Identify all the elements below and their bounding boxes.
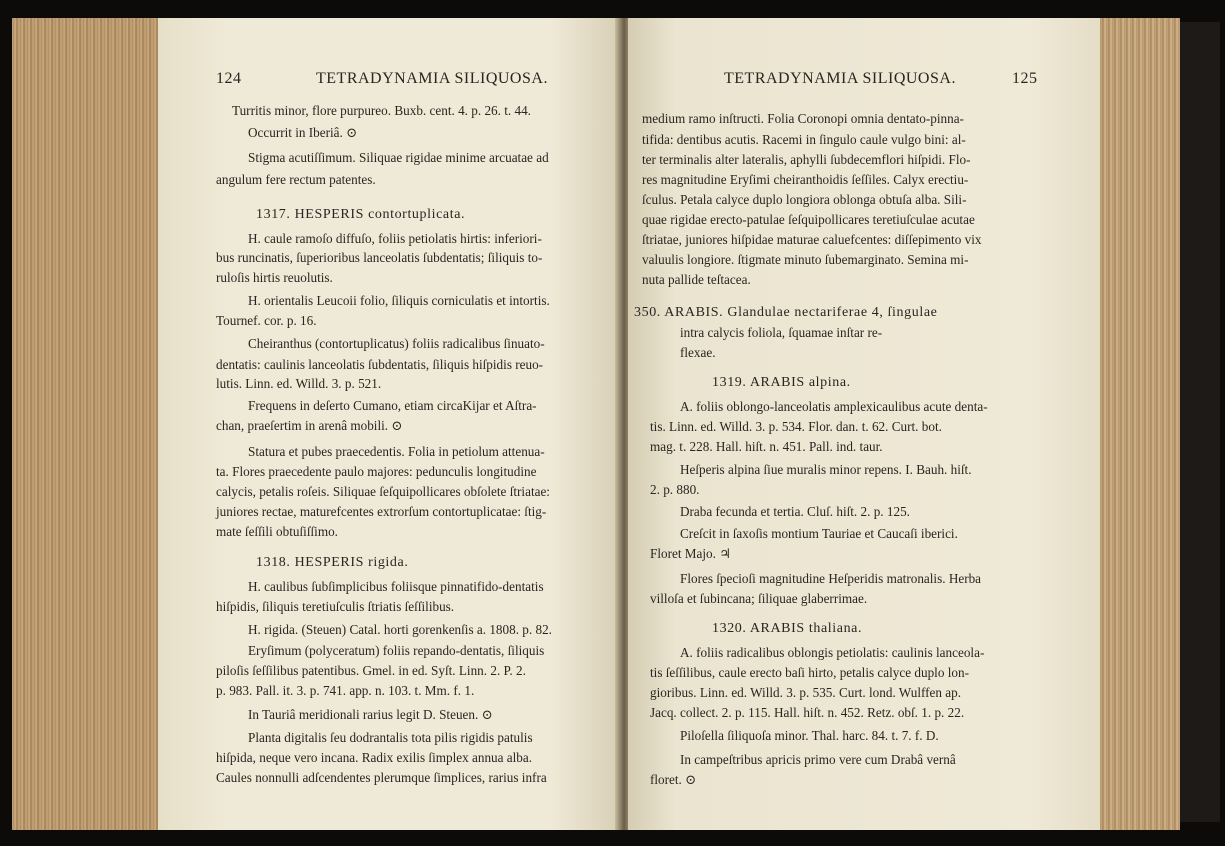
right-text-line: tis. Linn. ed. Willd. 3. p. 534. Flor. dan. t. 62. Curt. bot. — [650, 419, 942, 434]
left-text-line: Tournef. cor. p. 16. — [216, 313, 317, 328]
right-text-line: Draba fecunda et tertia. Cluſ. hiſt. 2. p. 125. — [680, 504, 910, 519]
right-text-line: quae rigidae erecto-patulae ſeſquipollicares teretiuſculae acutae — [642, 212, 975, 227]
left-text-line: Caules nonnulli adſcendentes plerumque ſimplices, rarius infra — [216, 770, 547, 785]
page-number: 125 — [1012, 70, 1038, 87]
book-cover — [1180, 22, 1220, 822]
right-text-line: mag. t. 228. Hall. hiſt. n. 451. Pall. ind. taur. — [650, 439, 883, 454]
left-text-line: piloſis ſeſſilibus patentibus. Gmel. in ed. Syſt. Linn. 2. P. 2. — [216, 663, 526, 678]
left-text-line: Cheiranthus (contortuplicatus) foliis radicalibus ſinuato- — [248, 336, 545, 351]
right-text-line: ter terminalis alter lateralis, aphylli ſubdecemflori hiſpidi. Flo- — [642, 152, 971, 167]
left-text-line: Occurrit in Iberiâ. ⊙ — [248, 125, 358, 140]
right-text-line: Jacq. collect. 2. p. 115. Hall. hiſt. n. 452. Retz. obſ. 1. p. 22. — [650, 705, 965, 720]
running-head: TETRADYNAMIA SILIQUOSA. — [724, 70, 956, 87]
right-text-line: Heſperis alpina ſiue muralis minor repens. I. Bauh. hiſt. — [680, 462, 972, 477]
right-text-line: nuta pallide teſtacea. — [642, 272, 751, 287]
right-text-line: valuulis longiore. ſtigmate minuto ſubemarginato. Semina mi- — [642, 252, 969, 267]
left-text-line: lutis. Linn. ed. Willd. 3. p. 521. — [216, 376, 382, 391]
left-text-line: ta. Flores praecedente paulo majores: pedunculis longitudine — [216, 464, 537, 479]
left-text-line: calycis, petalis roſeis. Siliquae ſeſquipollicares obſolete ſtriatae: — [216, 484, 550, 499]
right-text-line: Piloſella ſiliquoſa minor. Thal. harc. 84. t. 7. f. D. — [680, 728, 939, 743]
right-text-line: floret. ⊙ — [650, 772, 697, 787]
book-right-edge — [1095, 18, 1180, 830]
right-text-line: Creſcit in ſaxoſis montium Tauriae et Caucaſi iberici. — [680, 526, 958, 541]
right-text-line: 2. p. 880. — [650, 482, 700, 497]
left-text-line: Statura et pubes praecedentis. Folia in petiolum attenua- — [248, 444, 545, 459]
right-text-line: Floret Majo. ♃ — [650, 546, 732, 561]
left-text-line: Frequens in deſerto Cumano, etiam circaKijar et Aſtra- — [248, 398, 537, 413]
left-text-line: chan, praeſertim in arenâ mobili. ⊙ — [216, 418, 403, 433]
left-text-line: dentatis: caulinis lanceolatis ſubdentatis, ſiliquis hiſpidis reuo- — [216, 357, 544, 372]
left-text-line: juniores rectae, maturefcentes extrorſum contortuplicatae: ſtig- — [216, 504, 547, 519]
left-text-line: hiſpida, neque vero incana. Radix exilis ſimplex annua alba. — [216, 750, 533, 765]
right-text-line: 1320. ARABIS thaliana. — [712, 621, 863, 636]
left-text-line: p. 983. Pall. it. 3. p. 741. app. n. 103. t. Mm. f. 1. — [216, 683, 475, 698]
left-text-line: H. caule ramoſo diffuſo, foliis petiolatis hirtis: inferiori- — [248, 231, 542, 246]
page-number: 124 — [216, 70, 242, 87]
right-text-line: 1319. ARABIS alpina. — [712, 375, 851, 390]
right-text-line: tis ſeſſilibus, caule erecto baſi hirto, petalis calyce duplo lon- — [650, 665, 969, 680]
left-text-line: mate ſeſſili obtuſiſſimo. — [216, 524, 338, 539]
left-text-line: H. caulibus ſubſimplicibus foliisque pinnatifido-dentatis — [248, 579, 544, 594]
left-text-line: H. rigida. (Steuen) Catal. horti gorenkenſis a. 1808. p. 82. — [248, 622, 552, 637]
right-text-line: A. foliis radicalibus oblongis petiolatis: caulinis lanceola- — [680, 645, 985, 660]
right-text-line: A. foliis oblongo-lanceolatis amplexicaulibus acute denta- — [680, 399, 988, 414]
left-text-line: bus runcinatis, ſuperioribus lanceolatis ſubdentatis; ſiliquis to- — [216, 250, 543, 265]
right-text-line: In campeſtribus apricis primo vere cum Drabâ vernâ — [680, 752, 956, 767]
running-head: TETRADYNAMIA SILIQUOSA. — [316, 70, 548, 87]
right-text-line: medium ramo inſtructi. Folia Coronopi omnia dentato-pinna- — [642, 111, 964, 126]
left-text-line: Planta digitalis ſeu dodrantalis tota pilis rigidis patulis — [248, 730, 533, 745]
right-text-line: tifida: dentibus acutis. Racemi in ſingulo caule vulgo bini: al- — [642, 132, 966, 147]
left-text-line: angulum fere rectum patentes. — [216, 172, 376, 187]
left-text-line: Stigma acutiſſimum. Siliquae rigidae minime arcuatae ad — [248, 150, 549, 165]
left-text-line: H. orientalis Leucoii folio, ſiliquis corniculatis et intortis. — [248, 293, 550, 308]
right-text-line: 350. ARABIS. Glandulae nectariferae 4, ſingulae — [634, 305, 938, 320]
left-text-line: Eryſimum (polyceratum) foliis repando-dentatis, ſiliquis — [248, 643, 545, 658]
right-text-line: flexae. — [680, 345, 716, 360]
left-text-line: hiſpidis, ſiliquis teretiuſculis ſtriatis ſeſſilibus. — [216, 599, 455, 614]
right-text-line: ſculus. Petala calyce duplo longiora oblonga obtuſa alba. Sili- — [642, 192, 967, 207]
right-text-line: gioribus. Linn. ed. Willd. 3. p. 535. Curt. lond. Wulffen ap. — [650, 685, 962, 700]
book-left-edge — [12, 18, 162, 830]
left-text-line: ruloſis hirtis reuolutis. — [216, 270, 333, 285]
right-text-line: res magnitudine Eryſimi cheiranthoidis ſeſſiles. Calyx erectiu- — [642, 172, 969, 187]
right-text-line: intra calycis foliola, ſquamae inſtar re- — [680, 325, 883, 340]
right-text-line: villoſa et ſubincana; ſiliquae glaberrimae. — [650, 591, 868, 606]
left-text-line: Turritis minor, flore purpureo. Buxb. cent. 4. p. 26. t. 44. — [232, 103, 531, 118]
left-page — [158, 18, 620, 830]
left-text-line: 1318. HESPERIS rigida. — [256, 555, 409, 570]
left-text-line: In Tauriâ meridionali rarius legit D. Steuen. ⊙ — [248, 707, 493, 722]
right-page — [628, 18, 1100, 830]
right-text-line: ſtriatae, juniores hiſpidae maturae caluefcentes: diſſepimento vix — [642, 232, 982, 247]
right-text-line: Flores ſpecioſi magnitudine Heſperidis matronalis. Herba — [680, 571, 982, 586]
left-text-line: 1317. HESPERIS contortuplicata. — [256, 207, 466, 222]
